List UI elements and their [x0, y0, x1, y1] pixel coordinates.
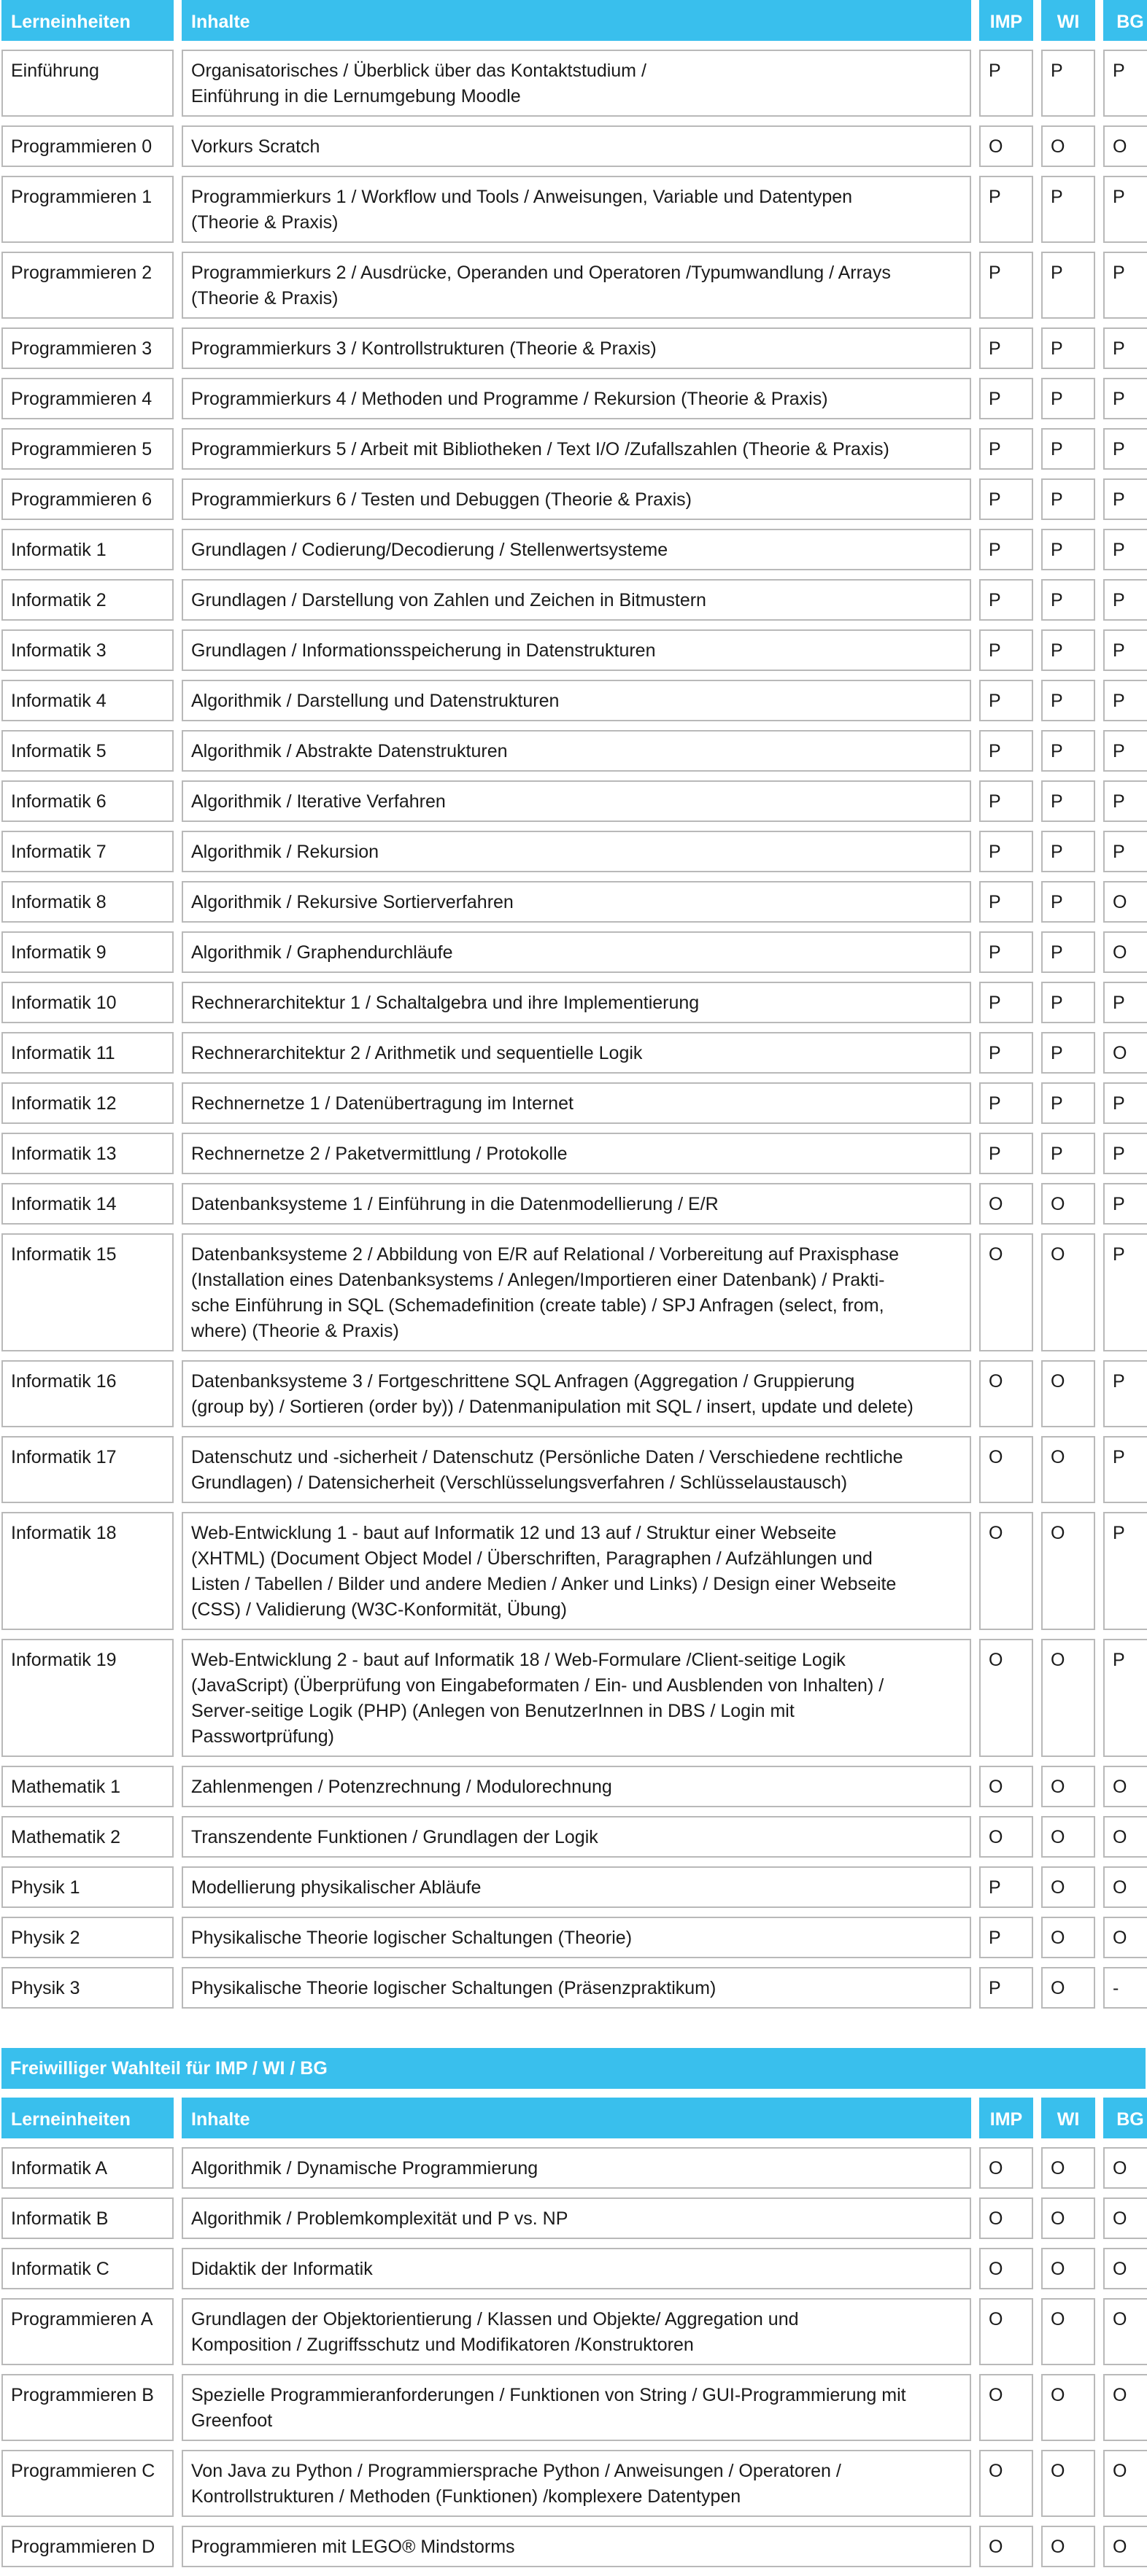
- elective-section-title: Freiwilliger Wahlteil für IMP / WI / BG: [1, 2048, 1146, 2089]
- bg-cell: O: [1103, 1866, 1147, 1908]
- wi-cell: P: [1041, 780, 1095, 822]
- table-row: [0, 2197, 1147, 2239]
- unit-cell: Informatik 14: [1, 1183, 174, 1225]
- unit-cell: Informatik 10: [1, 982, 174, 1023]
- bg-cell: P: [1103, 378, 1147, 419]
- content-cell: Datenschutz und -sicherheit / Datenschutz (Persönliche Daten / Verschiedene rechtliche Grundlagen) / Datensicherheit (Verschlüsselungsverfahren / Schlüsselaustausch): [182, 1436, 971, 1503]
- bg-cell: P: [1103, 176, 1147, 243]
- table-row: [0, 1967, 1147, 2009]
- unit-cell: Informatik 15: [1, 1233, 174, 1351]
- bg-cell: P: [1103, 730, 1147, 772]
- wi-cell: O: [1041, 1512, 1095, 1630]
- bg-cell: P: [1103, 1639, 1147, 1757]
- wi-cell: O: [1041, 1917, 1095, 1958]
- content-cell: Programmierkurs 2 / Ausdrücke, Operanden und Operatoren /Typumwandlung / Arrays (Theorie & Praxis): [182, 252, 971, 319]
- wi-cell: P: [1041, 176, 1095, 243]
- imp-cell: P: [979, 478, 1033, 520]
- table-row: [0, 1866, 1147, 1908]
- table-row: [0, 780, 1147, 822]
- wi-cell: O: [1041, 1766, 1095, 1807]
- bg-cell: O: [1103, 931, 1147, 973]
- content-cell: Programmierkurs 4 / Methoden und Programme / Rekursion (Theorie & Praxis): [182, 378, 971, 419]
- imp-cell: P: [979, 1917, 1033, 1958]
- bg-cell: P: [1103, 327, 1147, 369]
- table-row: [0, 680, 1147, 721]
- content-cell: Rechnernetze 2 / Paketvermittlung / Protokolle: [182, 1133, 971, 1174]
- unit-cell: Informatik 2: [1, 579, 174, 621]
- wi-cell: O: [1041, 2298, 1095, 2365]
- content-cell: Programmieren mit LEGO® Mindstorms: [182, 2526, 971, 2567]
- bg-cell: O: [1103, 2298, 1147, 2365]
- content-cell: Programmierkurs 5 / Arbeit mit Bibliotheken / Text I/O /Zufallszahlen (Theorie & Praxis): [182, 428, 971, 470]
- table-row: [0, 881, 1147, 923]
- wi-cell: O: [1041, 2374, 1095, 2441]
- content-cell: Datenbanksysteme 3 / Fortgeschrittene SQL Anfragen (Aggregation / Gruppierung (group by) / Sortieren (order by)) / Datenmanipulation mit SQL / insert, update und delete): [182, 1360, 971, 1427]
- bg-cell: O: [1103, 2374, 1147, 2441]
- wi-cell: O: [1041, 1816, 1095, 1858]
- bg-cell: P: [1103, 1233, 1147, 1351]
- wi-cell: P: [1041, 1133, 1095, 1174]
- unit-cell: Programmieren 0: [1, 125, 174, 167]
- bg-cell: P: [1103, 428, 1147, 470]
- bg-cell: P: [1103, 1436, 1147, 1503]
- content-cell: Programmierkurs 1 / Workflow und Tools / Anweisungen, Variable und Datentypen (Theorie & Praxis): [182, 176, 971, 243]
- unit-cell: Informatik 4: [1, 680, 174, 721]
- wi-cell: O: [1041, 2197, 1095, 2239]
- content-cell: Algorithmik / Iterative Verfahren: [182, 780, 971, 822]
- wi-cell: P: [1041, 327, 1095, 369]
- table-row: [0, 1816, 1147, 1858]
- header-bg: BG: [1103, 0, 1147, 41]
- unit-cell: Informatik A: [1, 2147, 174, 2189]
- elective-header-lerneinheiten: Lerneinheiten: [1, 2098, 174, 2138]
- bg-cell: O: [1103, 1032, 1147, 1074]
- bg-cell: P: [1103, 478, 1147, 520]
- wi-cell: O: [1041, 1233, 1095, 1351]
- imp-cell: O: [979, 2526, 1033, 2567]
- main-table-body: [0, 50, 1147, 2009]
- content-cell: Algorithmik / Graphendurchläufe: [182, 931, 971, 973]
- content-cell: Datenbanksysteme 1 / Einführung in die Datenmodellierung / E/R: [182, 1183, 971, 1225]
- elective-header-bg: BG: [1103, 2098, 1147, 2138]
- bg-cell: O: [1103, 2197, 1147, 2239]
- bg-cell: O: [1103, 2248, 1147, 2289]
- table-row: [0, 428, 1147, 470]
- bg-cell: P: [1103, 1183, 1147, 1225]
- wi-cell: O: [1041, 1866, 1095, 1908]
- content-cell: Algorithmik / Rekursion: [182, 831, 971, 872]
- unit-cell: Informatik 1: [1, 529, 174, 570]
- wi-cell: O: [1041, 1183, 1095, 1225]
- content-cell: Spezielle Programmieranforderungen / Funktionen von String / GUI-Programmierung mit Greenfoot: [182, 2374, 971, 2441]
- imp-cell: O: [979, 1436, 1033, 1503]
- table-row: [0, 1436, 1147, 1503]
- imp-cell: P: [979, 529, 1033, 570]
- imp-cell: O: [979, 1512, 1033, 1630]
- table-row: [0, 1639, 1147, 1757]
- imp-cell: P: [979, 1032, 1033, 1074]
- unit-cell: Informatik 17: [1, 1436, 174, 1503]
- table-row: [0, 730, 1147, 772]
- unit-cell: Programmieren 2: [1, 252, 174, 319]
- content-cell: Grundlagen der Objektorientierung / Klassen und Objekte/ Aggregation und Komposition / Zugriffsschutz und Modifikatoren /Konstruktoren: [182, 2298, 971, 2365]
- bg-cell: P: [1103, 629, 1147, 671]
- content-cell: Physikalische Theorie logischer Schaltungen (Präsenzpraktikum): [182, 1967, 971, 2009]
- header-inhalte: Inhalte: [182, 0, 971, 41]
- wi-cell: P: [1041, 1082, 1095, 1124]
- unit-cell: Informatik 3: [1, 629, 174, 671]
- unit-cell: Informatik 8: [1, 881, 174, 923]
- content-cell: Grundlagen / Darstellung von Zahlen und Zeichen in Bitmustern: [182, 579, 971, 621]
- unit-cell: Programmieren B: [1, 2374, 174, 2441]
- header-lerneinheiten: Lerneinheiten: [1, 0, 174, 41]
- table-row: [0, 176, 1147, 243]
- table-row: [0, 579, 1147, 621]
- table-row: [0, 2298, 1147, 2365]
- imp-cell: O: [979, 2450, 1033, 2517]
- imp-cell: O: [979, 1766, 1033, 1807]
- unit-cell: Informatik 9: [1, 931, 174, 973]
- content-cell: Von Java zu Python / Programmiersprache Python / Anweisungen / Operatoren / Kontrollstrukturen / Methoden (Funktionen) /komplexere Datentypen: [182, 2450, 971, 2517]
- imp-cell: O: [979, 1233, 1033, 1351]
- table-row: [0, 1183, 1147, 1225]
- imp-cell: O: [979, 1816, 1033, 1858]
- elective-table-header: [0, 2098, 1147, 2138]
- bg-cell: -: [1103, 1967, 1147, 2009]
- wi-cell: P: [1041, 529, 1095, 570]
- unit-cell: Mathematik 1: [1, 1766, 174, 1807]
- imp-cell: O: [979, 1639, 1033, 1757]
- wi-cell: P: [1041, 428, 1095, 470]
- table-row: [0, 931, 1147, 973]
- wi-cell: P: [1041, 982, 1095, 1023]
- imp-cell: O: [979, 2374, 1033, 2441]
- wi-cell: O: [1041, 125, 1095, 167]
- table-row: [0, 478, 1147, 520]
- unit-cell: Informatik 16: [1, 1360, 174, 1427]
- content-cell: Transzendente Funktionen / Grundlagen der Logik: [182, 1816, 971, 1858]
- wi-cell: P: [1041, 50, 1095, 117]
- imp-cell: P: [979, 428, 1033, 470]
- imp-cell: P: [979, 1082, 1033, 1124]
- imp-cell: P: [979, 881, 1033, 923]
- content-cell: Grundlagen / Informationsspeicherung in Datenstrukturen: [182, 629, 971, 671]
- unit-cell: Informatik C: [1, 2248, 174, 2289]
- content-cell: Rechnerarchitektur 2 / Arithmetik und sequentielle Logik: [182, 1032, 971, 1074]
- wi-cell: O: [1041, 2147, 1095, 2189]
- table-row: [0, 50, 1147, 117]
- bg-cell: P: [1103, 1133, 1147, 1174]
- content-cell: Vorkurs Scratch: [182, 125, 971, 167]
- table-row: [0, 629, 1147, 671]
- imp-cell: P: [979, 1866, 1033, 1908]
- imp-cell: P: [979, 629, 1033, 671]
- imp-cell: P: [979, 931, 1033, 973]
- content-cell: Organisatorisches / Überblick über das Kontaktstudium / Einführung in die Lernumgebung Moodle: [182, 50, 971, 117]
- imp-cell: P: [979, 780, 1033, 822]
- table-row: [0, 2248, 1147, 2289]
- header-imp: IMP: [979, 0, 1033, 41]
- content-cell: Algorithmik / Dynamische Programmierung: [182, 2147, 971, 2189]
- wi-cell: P: [1041, 629, 1095, 671]
- unit-cell: Informatik B: [1, 2197, 174, 2239]
- table-row: [0, 529, 1147, 570]
- wi-cell: P: [1041, 579, 1095, 621]
- table-header: [0, 0, 1147, 41]
- bg-cell: P: [1103, 529, 1147, 570]
- unit-cell: Informatik 13: [1, 1133, 174, 1174]
- unit-cell: Physik 1: [1, 1866, 174, 1908]
- unit-cell: Einführung: [1, 50, 174, 117]
- wi-cell: O: [1041, 2450, 1095, 2517]
- elective-table-body: [0, 2147, 1147, 2567]
- wi-cell: O: [1041, 1639, 1095, 1757]
- table-row: [0, 252, 1147, 319]
- bg-cell: O: [1103, 2450, 1147, 2517]
- bg-cell: O: [1103, 881, 1147, 923]
- imp-cell: O: [979, 1183, 1033, 1225]
- wi-cell: P: [1041, 730, 1095, 772]
- table-row: [0, 1512, 1147, 1630]
- unit-cell: Informatik 6: [1, 780, 174, 822]
- table-row: [0, 1233, 1147, 1351]
- wi-cell: P: [1041, 881, 1095, 923]
- elective-header-imp: IMP: [979, 2098, 1033, 2138]
- content-cell: Zahlenmengen / Potenzrechnung / Modulorechnung: [182, 1766, 971, 1807]
- table-row: [0, 1082, 1147, 1124]
- unit-cell: Mathematik 2: [1, 1816, 174, 1858]
- content-cell: Rechnerarchitektur 1 / Schaltalgebra und ihre Implementierung: [182, 982, 971, 1023]
- unit-cell: Informatik 18: [1, 1512, 174, 1630]
- bg-cell: O: [1103, 125, 1147, 167]
- table-row: [0, 831, 1147, 872]
- wi-cell: P: [1041, 680, 1095, 721]
- content-cell: Didaktik der Informatik: [182, 2248, 971, 2289]
- imp-cell: P: [979, 831, 1033, 872]
- content-cell: Rechnernetze 1 / Datenübertragung im Internet: [182, 1082, 971, 1124]
- bg-cell: P: [1103, 252, 1147, 319]
- imp-cell: P: [979, 327, 1033, 369]
- bg-cell: P: [1103, 1360, 1147, 1427]
- content-cell: Algorithmik / Rekursive Sortierverfahren: [182, 881, 971, 923]
- bg-cell: P: [1103, 680, 1147, 721]
- bg-cell: O: [1103, 2147, 1147, 2189]
- imp-cell: P: [979, 176, 1033, 243]
- unit-cell: Informatik 7: [1, 831, 174, 872]
- content-cell: Algorithmik / Abstrakte Datenstrukturen: [182, 730, 971, 772]
- bg-cell: O: [1103, 1917, 1147, 1958]
- content-cell: Physikalische Theorie logischer Schaltungen (Theorie): [182, 1917, 971, 1958]
- imp-cell: O: [979, 2298, 1033, 2365]
- elective-header-inhalte: Inhalte: [182, 2098, 971, 2138]
- content-cell: Programmierkurs 6 / Testen und Debuggen (Theorie & Praxis): [182, 478, 971, 520]
- elective-header-wi: WI: [1041, 2098, 1095, 2138]
- table-row: [0, 2374, 1147, 2441]
- bg-cell: P: [1103, 831, 1147, 872]
- imp-cell: P: [979, 579, 1033, 621]
- unit-cell: Programmieren 1: [1, 176, 174, 243]
- table-row: [0, 1766, 1147, 1807]
- wi-cell: P: [1041, 931, 1095, 973]
- imp-cell: O: [979, 2248, 1033, 2289]
- imp-cell: P: [979, 982, 1033, 1023]
- header-wi: WI: [1041, 0, 1095, 41]
- imp-cell: P: [979, 252, 1033, 319]
- bg-cell: P: [1103, 1512, 1147, 1630]
- table-row: [0, 2147, 1147, 2189]
- imp-cell: O: [979, 2197, 1033, 2239]
- table-row: [0, 1917, 1147, 1958]
- wi-cell: P: [1041, 478, 1095, 520]
- imp-cell: P: [979, 730, 1033, 772]
- wi-cell: O: [1041, 1360, 1095, 1427]
- imp-cell: P: [979, 378, 1033, 419]
- content-cell: Algorithmik / Darstellung und Datenstrukturen: [182, 680, 971, 721]
- bg-cell: O: [1103, 1816, 1147, 1858]
- bg-cell: O: [1103, 1766, 1147, 1807]
- wi-cell: P: [1041, 378, 1095, 419]
- table-row: [0, 327, 1147, 369]
- content-cell: Modellierung physikalischer Abläufe: [182, 1866, 971, 1908]
- imp-cell: P: [979, 1133, 1033, 1174]
- unit-cell: Programmieren 5: [1, 428, 174, 470]
- table-row: [0, 1133, 1147, 1174]
- bg-cell: P: [1103, 982, 1147, 1023]
- unit-cell: Programmieren D: [1, 2526, 174, 2567]
- imp-cell: P: [979, 50, 1033, 117]
- unit-cell: Physik 3: [1, 1967, 174, 2009]
- imp-cell: O: [979, 125, 1033, 167]
- bg-cell: P: [1103, 50, 1147, 117]
- unit-cell: Physik 2: [1, 1917, 174, 1958]
- unit-cell: Programmieren 4: [1, 378, 174, 419]
- table-row: [0, 125, 1147, 167]
- content-cell: Programmierkurs 3 / Kontrollstrukturen (Theorie & Praxis): [182, 327, 971, 369]
- wi-cell: P: [1041, 831, 1095, 872]
- unit-cell: Informatik 19: [1, 1639, 174, 1757]
- table-row: [0, 2526, 1147, 2567]
- unit-cell: Programmieren 6: [1, 478, 174, 520]
- content-cell: Grundlagen / Codierung/Decodierung / Stellenwertsysteme: [182, 529, 971, 570]
- unit-cell: Programmieren A: [1, 2298, 174, 2365]
- wi-cell: P: [1041, 1032, 1095, 1074]
- wi-cell: O: [1041, 1967, 1095, 2009]
- imp-cell: P: [979, 680, 1033, 721]
- imp-cell: O: [979, 2147, 1033, 2189]
- table-row: [0, 982, 1147, 1023]
- wi-cell: O: [1041, 1436, 1095, 1503]
- bg-cell: P: [1103, 1082, 1147, 1124]
- wi-cell: O: [1041, 2248, 1095, 2289]
- content-cell: Algorithmik / Problemkomplexität und P vs. NP: [182, 2197, 971, 2239]
- wi-cell: O: [1041, 2526, 1095, 2567]
- table-row: [0, 378, 1147, 419]
- table-row: [0, 1360, 1147, 1427]
- bg-cell: P: [1103, 579, 1147, 621]
- wi-cell: P: [1041, 252, 1095, 319]
- bg-cell: P: [1103, 780, 1147, 822]
- table-row: [0, 1032, 1147, 1074]
- unit-cell: Informatik 12: [1, 1082, 174, 1124]
- unit-cell: Informatik 5: [1, 730, 174, 772]
- unit-cell: Programmieren C: [1, 2450, 174, 2517]
- table-row: [0, 2450, 1147, 2517]
- imp-cell: P: [979, 1967, 1033, 2009]
- content-cell: Web-Entwicklung 1 - baut auf Informatik 12 und 13 auf / Struktur einer Webseite (XHTML) (Document Object Model / Überschriften, Paragraphen / Aufzählungen und Listen / Tabellen / Bilder und andere Medien / Anker und Links) / Design einer Webseite (CSS) / Validierung (W3C-Konformität, Übung): [182, 1512, 971, 1630]
- imp-cell: O: [979, 1360, 1033, 1427]
- content-cell: Web-Entwicklung 2 - baut auf Informatik 18 / Web-Formulare /Client-seitige Logik (JavaScript) (Überprüfung von Eingabeformaten / Ein- und Ausblenden von Inhalten) / Server-seitige Logik (PHP) (Anlegen von BenutzerInnen in DBS / Login mit Passwortprüfung): [182, 1639, 971, 1757]
- bg-cell: O: [1103, 2526, 1147, 2567]
- unit-cell: Informatik 11: [1, 1032, 174, 1074]
- content-cell: Datenbanksysteme 2 / Abbildung von E/R auf Relational / Vorbereitung auf Praxisphase (Installation eines Datenbanksystems / Anlegen/Importieren einer Datenbank) / Prakti- sche Einführung in SQL (Schemadefinition (create table) / SPJ Anfragen (select, from, where) (Theorie & Praxis): [182, 1233, 971, 1351]
- unit-cell: Programmieren 3: [1, 327, 174, 369]
